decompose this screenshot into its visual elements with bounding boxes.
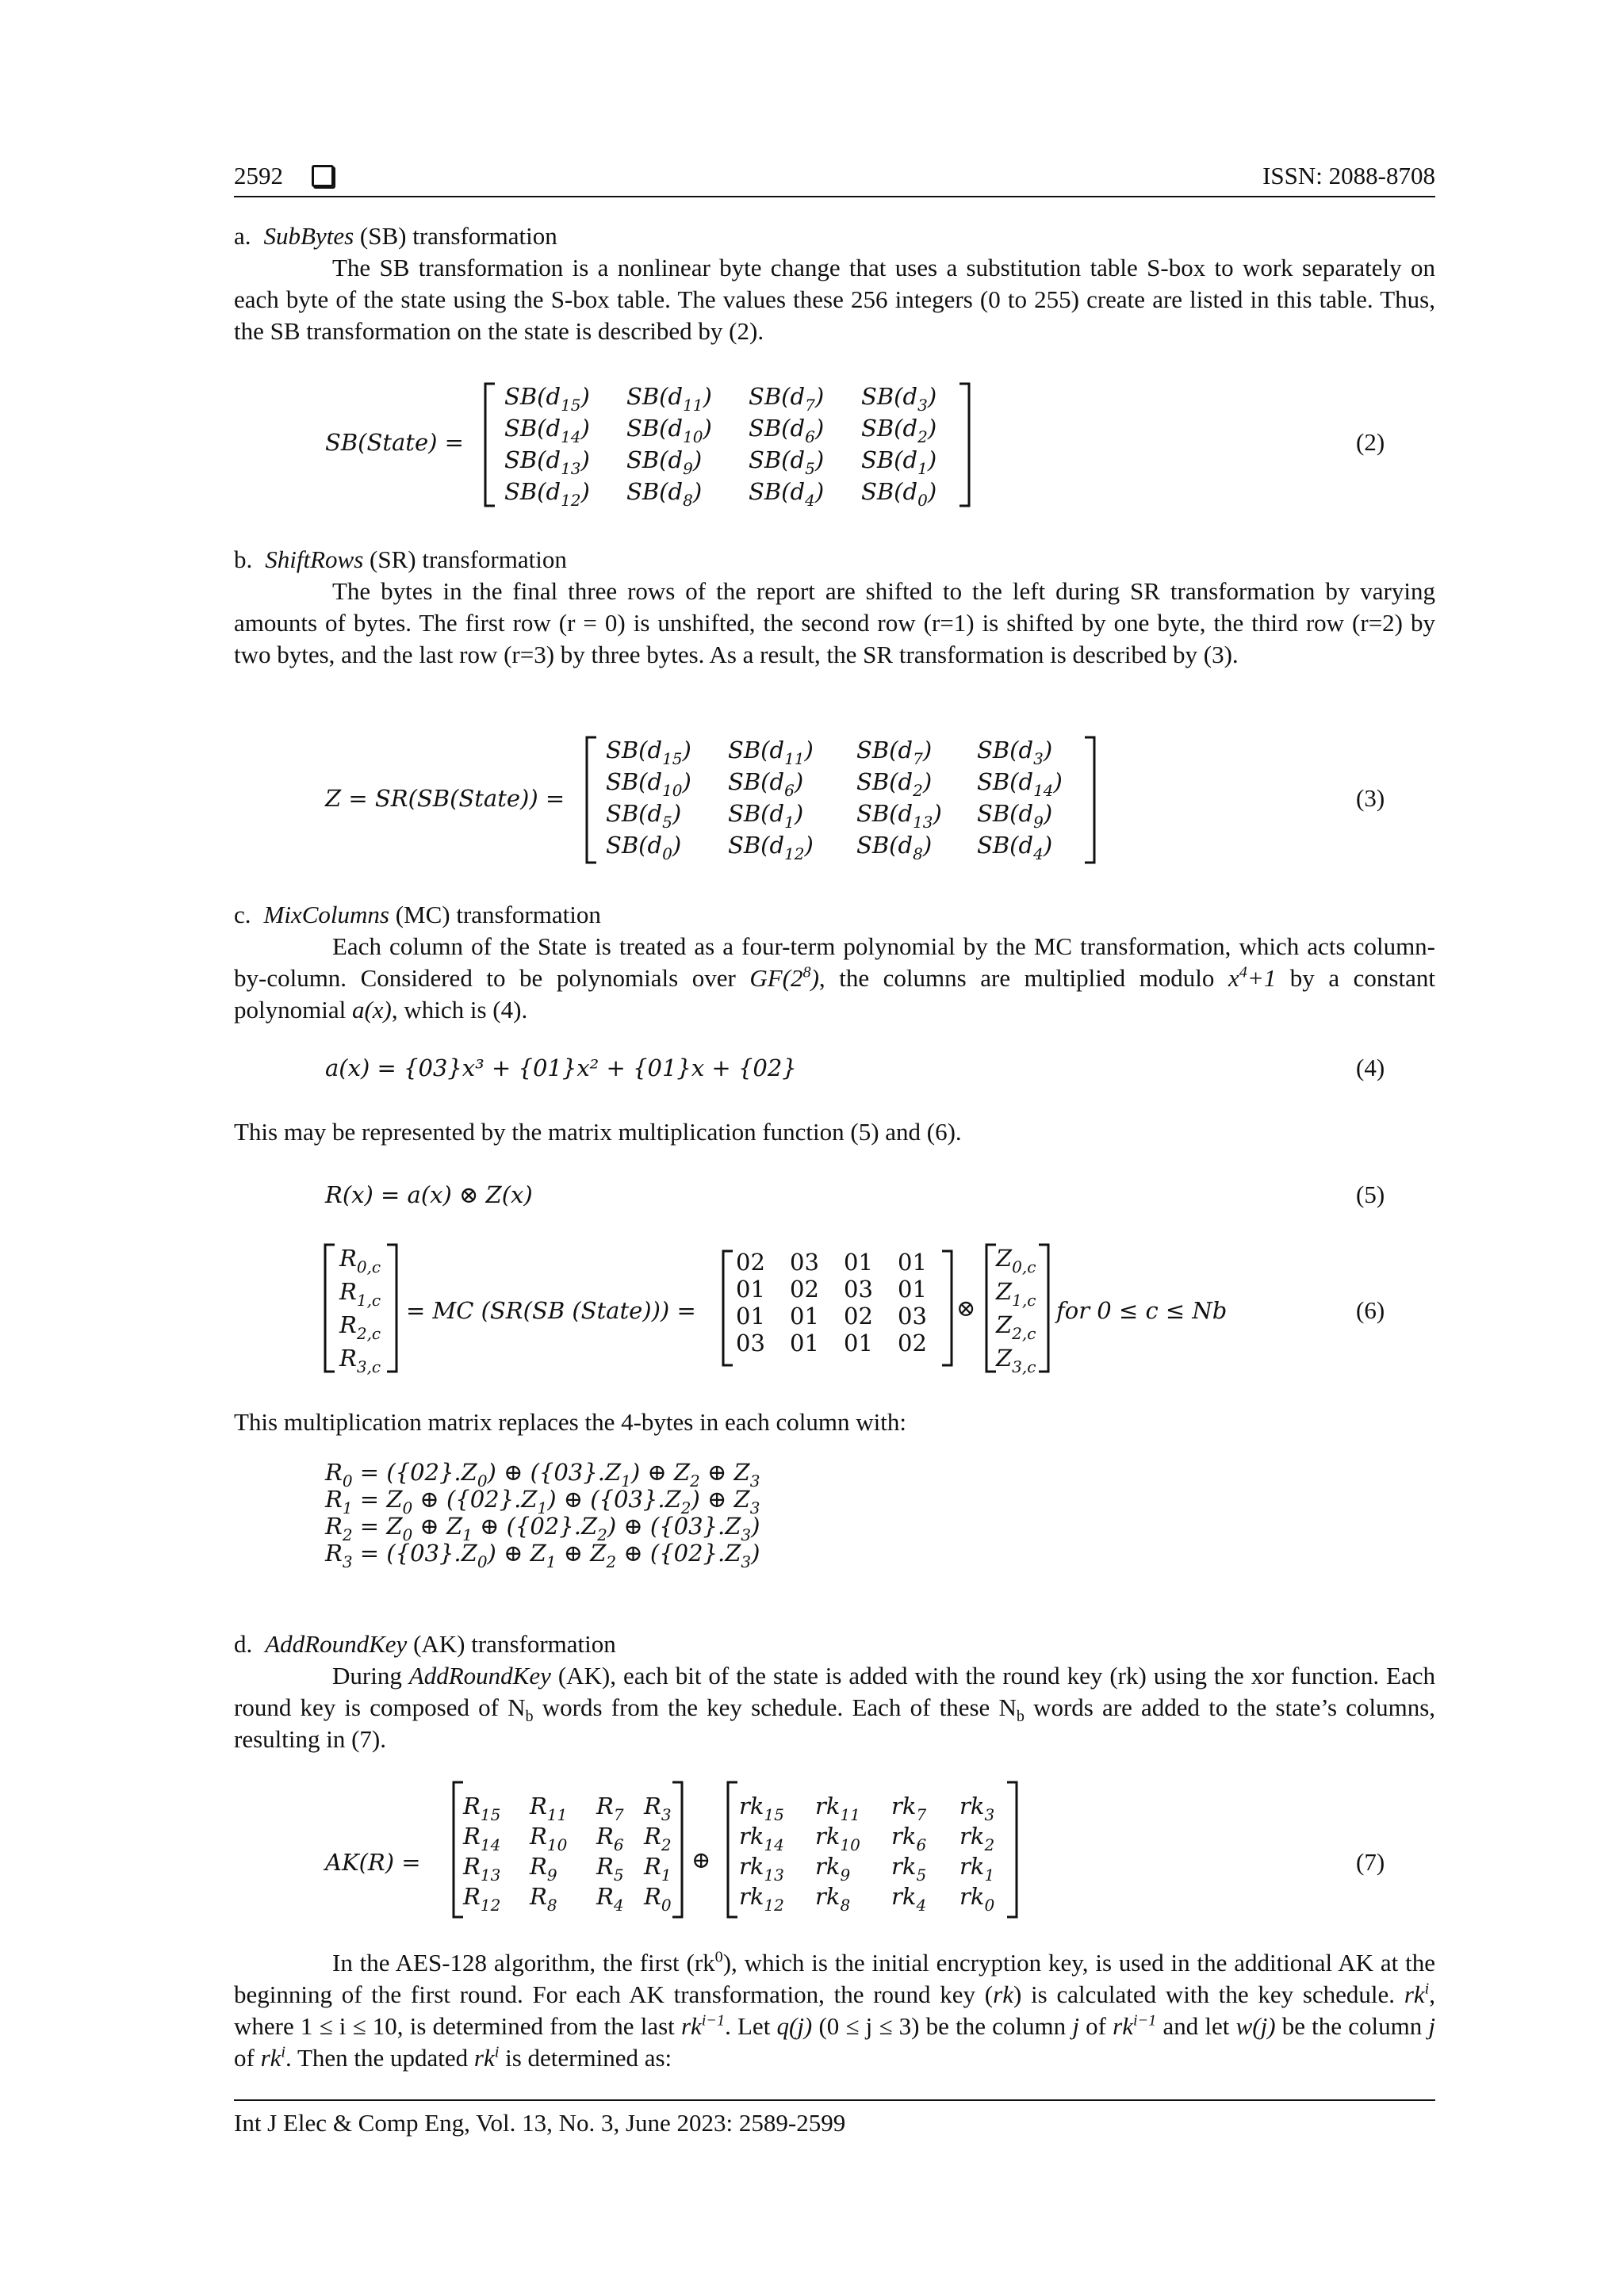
eq6-z-cell: $Z_{0,c}$ xyxy=(996,1245,1036,1276)
eq2-cell: $SB(d_8)$ xyxy=(626,478,703,510)
eq6-mc-right-bracket xyxy=(942,1251,952,1365)
eq7-rk-cell: $rk_{11}$ xyxy=(815,1793,860,1824)
eq7-rk-cell: $rk_{10}$ xyxy=(815,1823,860,1854)
eq7-rk-cell: $rk_8$ xyxy=(815,1883,851,1915)
eq6-mc-cell: 02 xyxy=(790,1276,819,1303)
eq6-r-left-bracket xyxy=(325,1245,335,1372)
eq2-number: (2) xyxy=(1356,428,1385,456)
section-d-body: During AddRoundKey (AK), each bit of the state is added with the round key (rk) using the xor function. Each round key is composed of $N_b$ words from the key schedule. Each of these $N_b$ words are added to the state’s columns, resulting in (7). xyxy=(234,1662,1436,1753)
eq6-mc-cell: 01 xyxy=(898,1249,927,1276)
eq6-mc-cell: 01 xyxy=(736,1303,765,1330)
eq6-number: (6) xyxy=(1356,1296,1385,1324)
eq7-rk-cell: $rk_9$ xyxy=(815,1853,851,1885)
eq7-rk-cell: $rk_7$ xyxy=(891,1793,927,1824)
r-equations xyxy=(324,1459,760,1571)
eq3-cell: $SB(d_{12})$ xyxy=(728,832,814,863)
eq7-rk-cell: $rk_4$ xyxy=(891,1883,927,1915)
eq7-rk-cell: $rk_1$ xyxy=(959,1853,995,1885)
matrix-sentence: This may be represented by the matrix multiplication function (5) and (6). xyxy=(234,1118,962,1146)
eq6-mc-cell: 01 xyxy=(736,1276,765,1303)
eq3-cell: $SB(d_{14})$ xyxy=(977,768,1063,800)
eq2-cell: $SB(d_4)$ xyxy=(749,478,825,510)
eq6-mc-cell: 01 xyxy=(790,1330,819,1357)
r-equation-line: $R_3 = (\{03\}.Z_0)$ ⊕ $Z_1$ ⊕ $Z_2$ ⊕ $(\{02\}.Z_3)$ xyxy=(325,1540,760,1571)
eq2-lhs: SB(State) = xyxy=(325,429,464,456)
eq6-z-cell: $Z_{2,c}$ xyxy=(996,1311,1036,1343)
eq2-cell: $SB(d_9)$ xyxy=(626,446,703,478)
eq6-condition: for 0 ≤ c ≤ Nb xyxy=(1056,1297,1228,1324)
eq6-mc-cell: 02 xyxy=(736,1249,765,1276)
eq2-cell: $SB(d_{13})$ xyxy=(504,446,590,478)
eq3-cell: $SB(d_{10})$ xyxy=(606,768,691,800)
eq7-r-cell: $R_{14}$ xyxy=(463,1823,501,1854)
eq3-cell: $SB(d_9)$ xyxy=(977,800,1053,832)
replace-sentence: This multiplication matrix replaces the 4-bytes in each column with: xyxy=(234,1408,906,1436)
eq2-cell: $SB(d_{14})$ xyxy=(504,415,590,446)
section-d-heading: d. AddRoundKey (AK) transformation xyxy=(234,1630,616,1658)
eq6-r-cell: $R_{0,c}$ xyxy=(339,1245,381,1276)
eq3-cell: $SB(d_{11})$ xyxy=(728,737,814,768)
eq7-rk-left-bracket xyxy=(728,1782,737,1917)
page-number: 2592 xyxy=(234,162,283,189)
section-c-heading: c. MixColumns (MC) transformation xyxy=(234,901,601,928)
eq7-r-cell: $R_{11}$ xyxy=(530,1793,568,1824)
eq7-r-cell: $R_3$ xyxy=(644,1793,672,1824)
eq2-cell: $SB(d_{15})$ xyxy=(504,383,590,415)
eq7-rk-cell: $rk_{14}$ xyxy=(739,1823,784,1854)
eq6-mc-cell: 01 xyxy=(844,1249,873,1276)
eq6-mc-cell: 03 xyxy=(844,1276,873,1303)
eq5-number: (5) xyxy=(1356,1181,1385,1208)
footer-citation: Int J Elec & Comp Eng, Vol. 13, No. 3, June 2023: 2589-2599 xyxy=(234,2109,846,2137)
eq6-mc-cell: 02 xyxy=(844,1303,873,1330)
section-b-body: The bytes in the final three rows of the report are shifted to the left during SR transformation by varying amounts of bytes. The first row (r = 0) is unshifted, the second row (r=1) is shifted by one byte, the third row (r=2) by two bytes, and the last row (r=3) by three bytes. As a result, the SR transformation is described by (3). xyxy=(234,577,1435,668)
eq2-cell: $SB(d_{10})$ xyxy=(626,415,712,446)
eq6-mc-cell: 03 xyxy=(790,1249,819,1276)
eq2-cell: $SB(d_1)$ xyxy=(861,446,937,478)
section-a-body: The SB transformation is a nonlinear byte change that uses a substitution table S-box to work separately on each byte of the state using the S-box table. The values these 256 integers (0 to 255) create are listed in this table. Thus, the SB transformation on the state is described by (2). xyxy=(234,254,1435,345)
eq2-cell: $SB(d_0)$ xyxy=(861,478,937,510)
eq2-cell: $SB(d_6)$ xyxy=(749,415,825,446)
eq7-r-cell: $R_{15}$ xyxy=(463,1793,501,1824)
eq7-rk-cell: $rk_0$ xyxy=(959,1883,995,1915)
eq7-group xyxy=(454,1782,1017,1917)
eq2-cell: $SB(d_{11})$ xyxy=(626,383,712,415)
eq2-left-bracket xyxy=(485,384,495,506)
eq6-z-cell: $Z_{1,c}$ xyxy=(996,1278,1036,1310)
eq7-rk-cell: $rk_{12}$ xyxy=(739,1883,784,1915)
eq3-cell: $SB(d_1)$ xyxy=(728,800,804,832)
eq7-r-cell: $R_2$ xyxy=(644,1823,672,1854)
eq4-formula: a(x) = {03}x³ + {01}x² + {01}x + {02} xyxy=(325,1054,797,1081)
eq6-otimes: ⊗ xyxy=(956,1295,976,1322)
eq7-r-cell: $R_{10}$ xyxy=(530,1823,568,1854)
eq6-mc-cell: 02 xyxy=(898,1330,927,1357)
eq3-matrix xyxy=(587,737,1094,863)
eq6-mc-cell: 01 xyxy=(790,1303,819,1330)
section-c-body: Each column of the State is treated as a four-term polynomial by the MC transformation, which acts column-by-column. Considered to be polynomials over $GF(2^8)$, the columns are multiplied modulo $x^4+1$ by a constant polynomial a(x), which is (4). xyxy=(234,932,1435,1024)
eq6-z-left-bracket xyxy=(986,1245,996,1372)
eq4-number: (4) xyxy=(1356,1054,1385,1081)
eq7-r-cell: $R_6$ xyxy=(596,1823,624,1854)
eq7-r-right-bracket xyxy=(672,1782,682,1917)
eq6-r-cell: $R_{1,c}$ xyxy=(339,1278,381,1310)
eq5-formula: R(x) = a(x) ⊗ Z(x) xyxy=(325,1181,533,1208)
eq3-cell: $SB(d_4)$ xyxy=(977,832,1053,863)
eq3-right-bracket xyxy=(1085,737,1094,863)
eq7-r-cell: $R_7$ xyxy=(596,1793,624,1824)
eq6-mc-cell: 01 xyxy=(898,1276,927,1303)
eq3-cell: $SB(d_2)$ xyxy=(856,768,933,800)
r-equation-line: $R_1 = Z_0$ ⊕ $(\{02\}.Z_1)$ ⊕ $(\{03\}.Z_2)$ ⊕ $Z_3$ xyxy=(325,1486,760,1517)
eq6-mid: = MC (SR(SB (State))) = xyxy=(406,1297,696,1324)
eq7-number: (7) xyxy=(1356,1848,1385,1876)
eq7-r-cell: $R_1$ xyxy=(644,1853,672,1885)
eq2-cell: $SB(d_7)$ xyxy=(749,383,825,415)
eq3-cell: $SB(d_0)$ xyxy=(606,832,682,863)
section-b-heading: b. ShiftRows (SR) transformation xyxy=(234,545,567,573)
eq6-group xyxy=(325,1245,1227,1376)
eq7-rk-cell: $rk_5$ xyxy=(891,1853,927,1885)
eq7-rk-right-bracket xyxy=(1007,1782,1017,1917)
eq3-cell: $SB(d_7)$ xyxy=(856,737,933,768)
eq6-mc-cell: 01 xyxy=(844,1330,873,1357)
eq2-right-bracket xyxy=(959,384,969,506)
eq6-r-cell: $R_{2,c}$ xyxy=(339,1311,381,1343)
eq7-lhs: AK(R) = xyxy=(325,1849,421,1876)
eq2-cell: $SB(d_{12})$ xyxy=(504,478,590,510)
eq6-mc-left-bracket xyxy=(723,1251,733,1365)
eq3-lhs: Z = SR(SB(State)) = xyxy=(325,785,565,812)
eq6-z-right-bracket xyxy=(1039,1245,1048,1372)
eq3-cell: $SB(d_3)$ xyxy=(977,737,1053,768)
section-a-heading: a. SubBytes (SB) transformation xyxy=(234,222,557,250)
eq3-cell: $SB(d_{13})$ xyxy=(856,800,942,832)
eq7-r-cell: $R_9$ xyxy=(530,1853,557,1885)
eq7-r-cell: $R_4$ xyxy=(596,1883,624,1915)
eq7-r-cell: $R_8$ xyxy=(530,1883,557,1915)
eq3-left-bracket xyxy=(587,737,596,863)
eq7-rk-cell: $rk_{13}$ xyxy=(739,1853,784,1885)
issn: ISSN: 2088-8708 xyxy=(1262,162,1435,189)
eq2-cell: $SB(d_5)$ xyxy=(749,446,825,478)
eq6-z-cell: $Z_{3,c}$ xyxy=(996,1345,1036,1376)
eq2-cell: $SB(d_3)$ xyxy=(861,383,937,415)
eq6-mc-cell: 03 xyxy=(736,1330,765,1357)
eq3-number: (3) xyxy=(1356,784,1385,812)
r-equation-line: $R_2 = Z_0$ ⊕ $Z_1$ ⊕ $(\{02\}.Z_2)$ ⊕ $(\{03\}.Z_3)$ xyxy=(325,1513,760,1544)
eq7-rk-cell: $rk_6$ xyxy=(891,1823,927,1854)
eq3-cell: $SB(d_{15})$ xyxy=(606,737,691,768)
eq3-cell: $SB(d_6)$ xyxy=(728,768,804,800)
eq7-r-cell: $R_5$ xyxy=(596,1853,624,1885)
eq3-cell: $SB(d_5)$ xyxy=(606,800,682,832)
eq7-rk-cell: $rk_{15}$ xyxy=(739,1793,784,1824)
eq7-r-cell: $R_0$ xyxy=(644,1883,672,1915)
eq7-rk-cell: $rk_2$ xyxy=(959,1823,995,1854)
eq6-mc-cell: 03 xyxy=(898,1303,927,1330)
eq6-r-cell: $R_{3,c}$ xyxy=(339,1345,381,1376)
eq2-matrix xyxy=(485,383,969,510)
eq7-r-cell: $R_{13}$ xyxy=(463,1853,501,1885)
eq2-cell: $SB(d_2)$ xyxy=(861,415,937,446)
eq7-oplus: ⊕ xyxy=(691,1846,711,1873)
eq7-r-left-bracket xyxy=(454,1782,463,1917)
eq7-rk-cell: $rk_3$ xyxy=(959,1793,995,1824)
closing-paragraph: In the AES-128 algorithm, the first $(rk^0)$, which is the initial encryption key, is used in the additional AK at the beginning of the first round. For each AK transformation, the round key (rk) is calculated with the key schedule. $rk^i$, where 1 ≤ i ≤ 10, is determined from the last $rk^{i-1}$. Let q(j) (0 ≤ j ≤ 3) be the column j of $rk^{i-1}$ and let w(j) be the column j of $rk^i$. Then the updated $rk^i$ is determined as: xyxy=(234,1948,1436,2072)
eq3-cell: $SB(d_8)$ xyxy=(856,832,933,863)
r-equation-line: $R_0 = (\{02\}.Z_0)$ ⊕ $(\{03\}.Z_1)$ ⊕ $Z_2$ ⊕ $Z_3$ xyxy=(325,1459,760,1490)
eq6-r-right-bracket xyxy=(387,1245,396,1372)
eq7-r-cell: $R_{12}$ xyxy=(463,1883,501,1915)
